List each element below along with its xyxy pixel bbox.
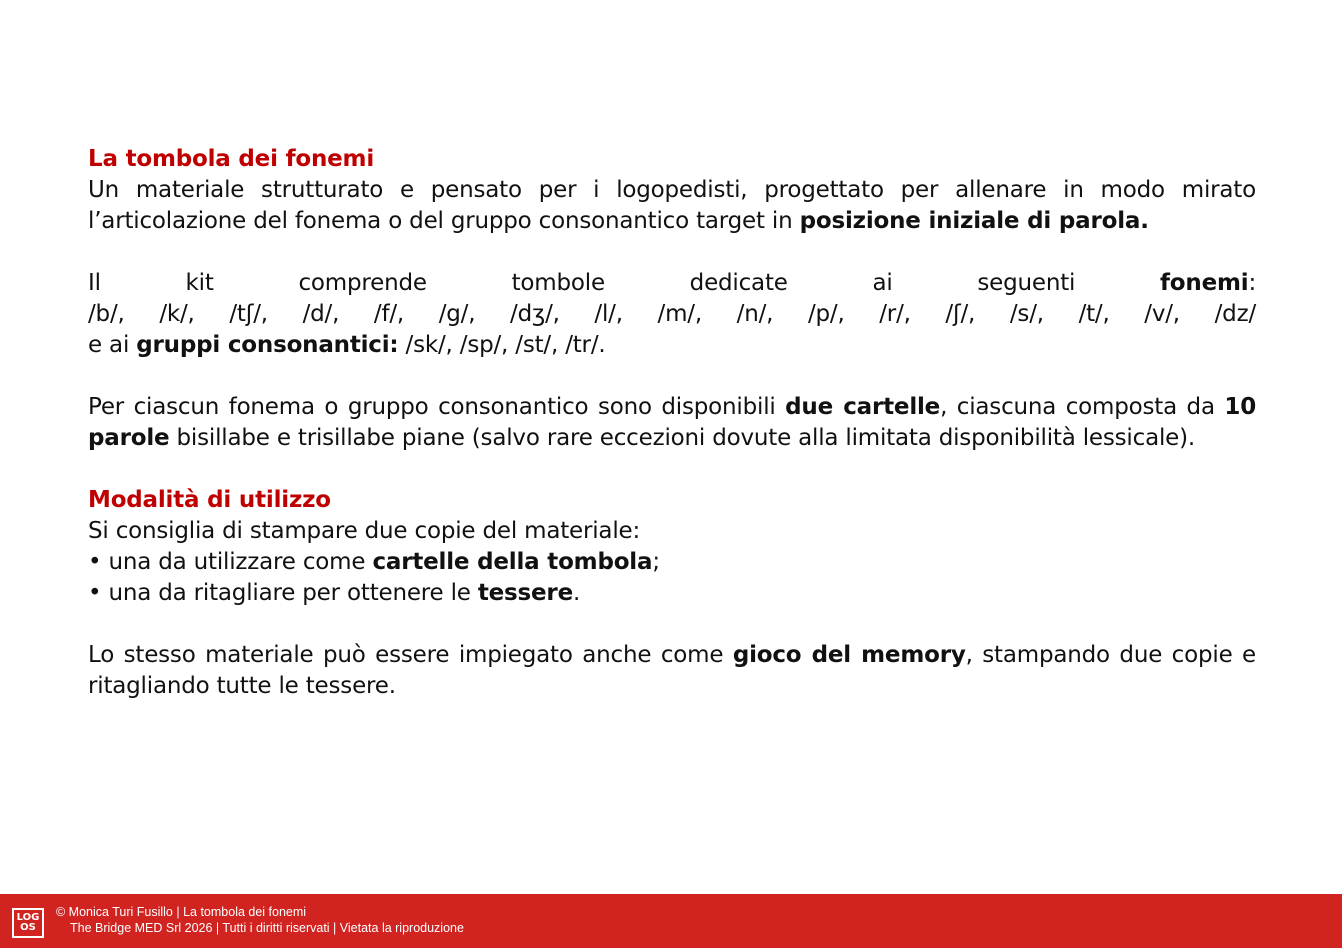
kit-intro-bold: fonemi [1160, 270, 1249, 296]
logo-text-bottom: OS [20, 922, 36, 933]
cards-paragraph [88, 392, 1256, 454]
spacer [88, 609, 1256, 640]
intro-paragraph [88, 175, 1256, 237]
memory-paragraph [88, 640, 1256, 702]
intro-bold-text: posizione iniziale di parola. [799, 208, 1149, 234]
memory-text-a: Lo stesso materiale può essere impiegato anche come [88, 642, 733, 668]
kit-intro-end: : [1248, 270, 1256, 296]
section-title-tombola: La tombola dei fonemi [88, 146, 375, 172]
spacer [88, 237, 1256, 268]
footer-rights: The Bridge MED Srl 2026 | Tutti i diritti riservati | Vietata la riproduzione [70, 921, 464, 935]
memory-text-c: , stampando due copie e ritagliando tutte le tessere. [88, 642, 1256, 699]
intro-text: Un materiale strutturato e pensato per i logopedisti, progettato per allenare in modo mirato l’articolazione del fonema o del gruppo consonantico target in [88, 177, 1256, 234]
groups-bold: gruppi consonantici: [136, 332, 399, 358]
bullet2-pre: • una da ritagliare per ottenere le [88, 580, 478, 606]
logo-text-top: LOG [16, 912, 40, 923]
bullet-item [88, 547, 1256, 578]
bullet2-end: . [572, 580, 581, 606]
spacer [88, 361, 1256, 392]
cards-text-a: Per ciascun fonema o gruppo consonantico sono disponibili [88, 394, 786, 420]
logos-logo [12, 908, 44, 938]
bullet1-pre: • una da utilizzare come [88, 549, 373, 575]
phoneme-list: /b/, /k/, /tʃ/, /d/, /f/, /g/, /dʒ/, /l/, /m/, /n/, /p/, /r/, /ʃ/, /s/, /t/, /v/, /dz/ [88, 301, 1256, 327]
footer-bar [0, 894, 1342, 948]
usage-line: Si consiglia di stampare due copie del materiale: [88, 518, 641, 544]
groups-line [88, 330, 1256, 361]
spacer [88, 454, 1256, 485]
bullet1-end: ; [652, 549, 660, 575]
document-body [88, 144, 1256, 702]
groups-list: /sk/, /sp/, /st/, /tr/. [398, 332, 606, 358]
cards-bold-d: 10 parole [88, 394, 1256, 451]
kit-intro-text: Il kit comprende tombole dedicate ai seguenti [88, 270, 1160, 296]
section-title-modalita: Modalità di utilizzo [88, 487, 331, 513]
bullet2-bold: tessere [477, 580, 573, 606]
cards-text-e: bisillabe e trisillabe piane (salvo rare eccezioni dovute alla limitata disponibilità lessicale). [169, 425, 1195, 451]
groups-pre: e ai [88, 332, 137, 358]
cards-text-c: , ciascuna composta da [940, 394, 1225, 420]
bullet-item [88, 578, 1256, 609]
cards-bold-b: due cartelle [785, 394, 941, 420]
bullet1-bold: cartelle della tombola [372, 549, 653, 575]
memory-bold: gioco del memory [732, 642, 966, 668]
kit-intro-line [88, 268, 1256, 299]
footer-copyright: © Monica Turi Fusillo | La tombola dei fonemi [56, 905, 307, 919]
